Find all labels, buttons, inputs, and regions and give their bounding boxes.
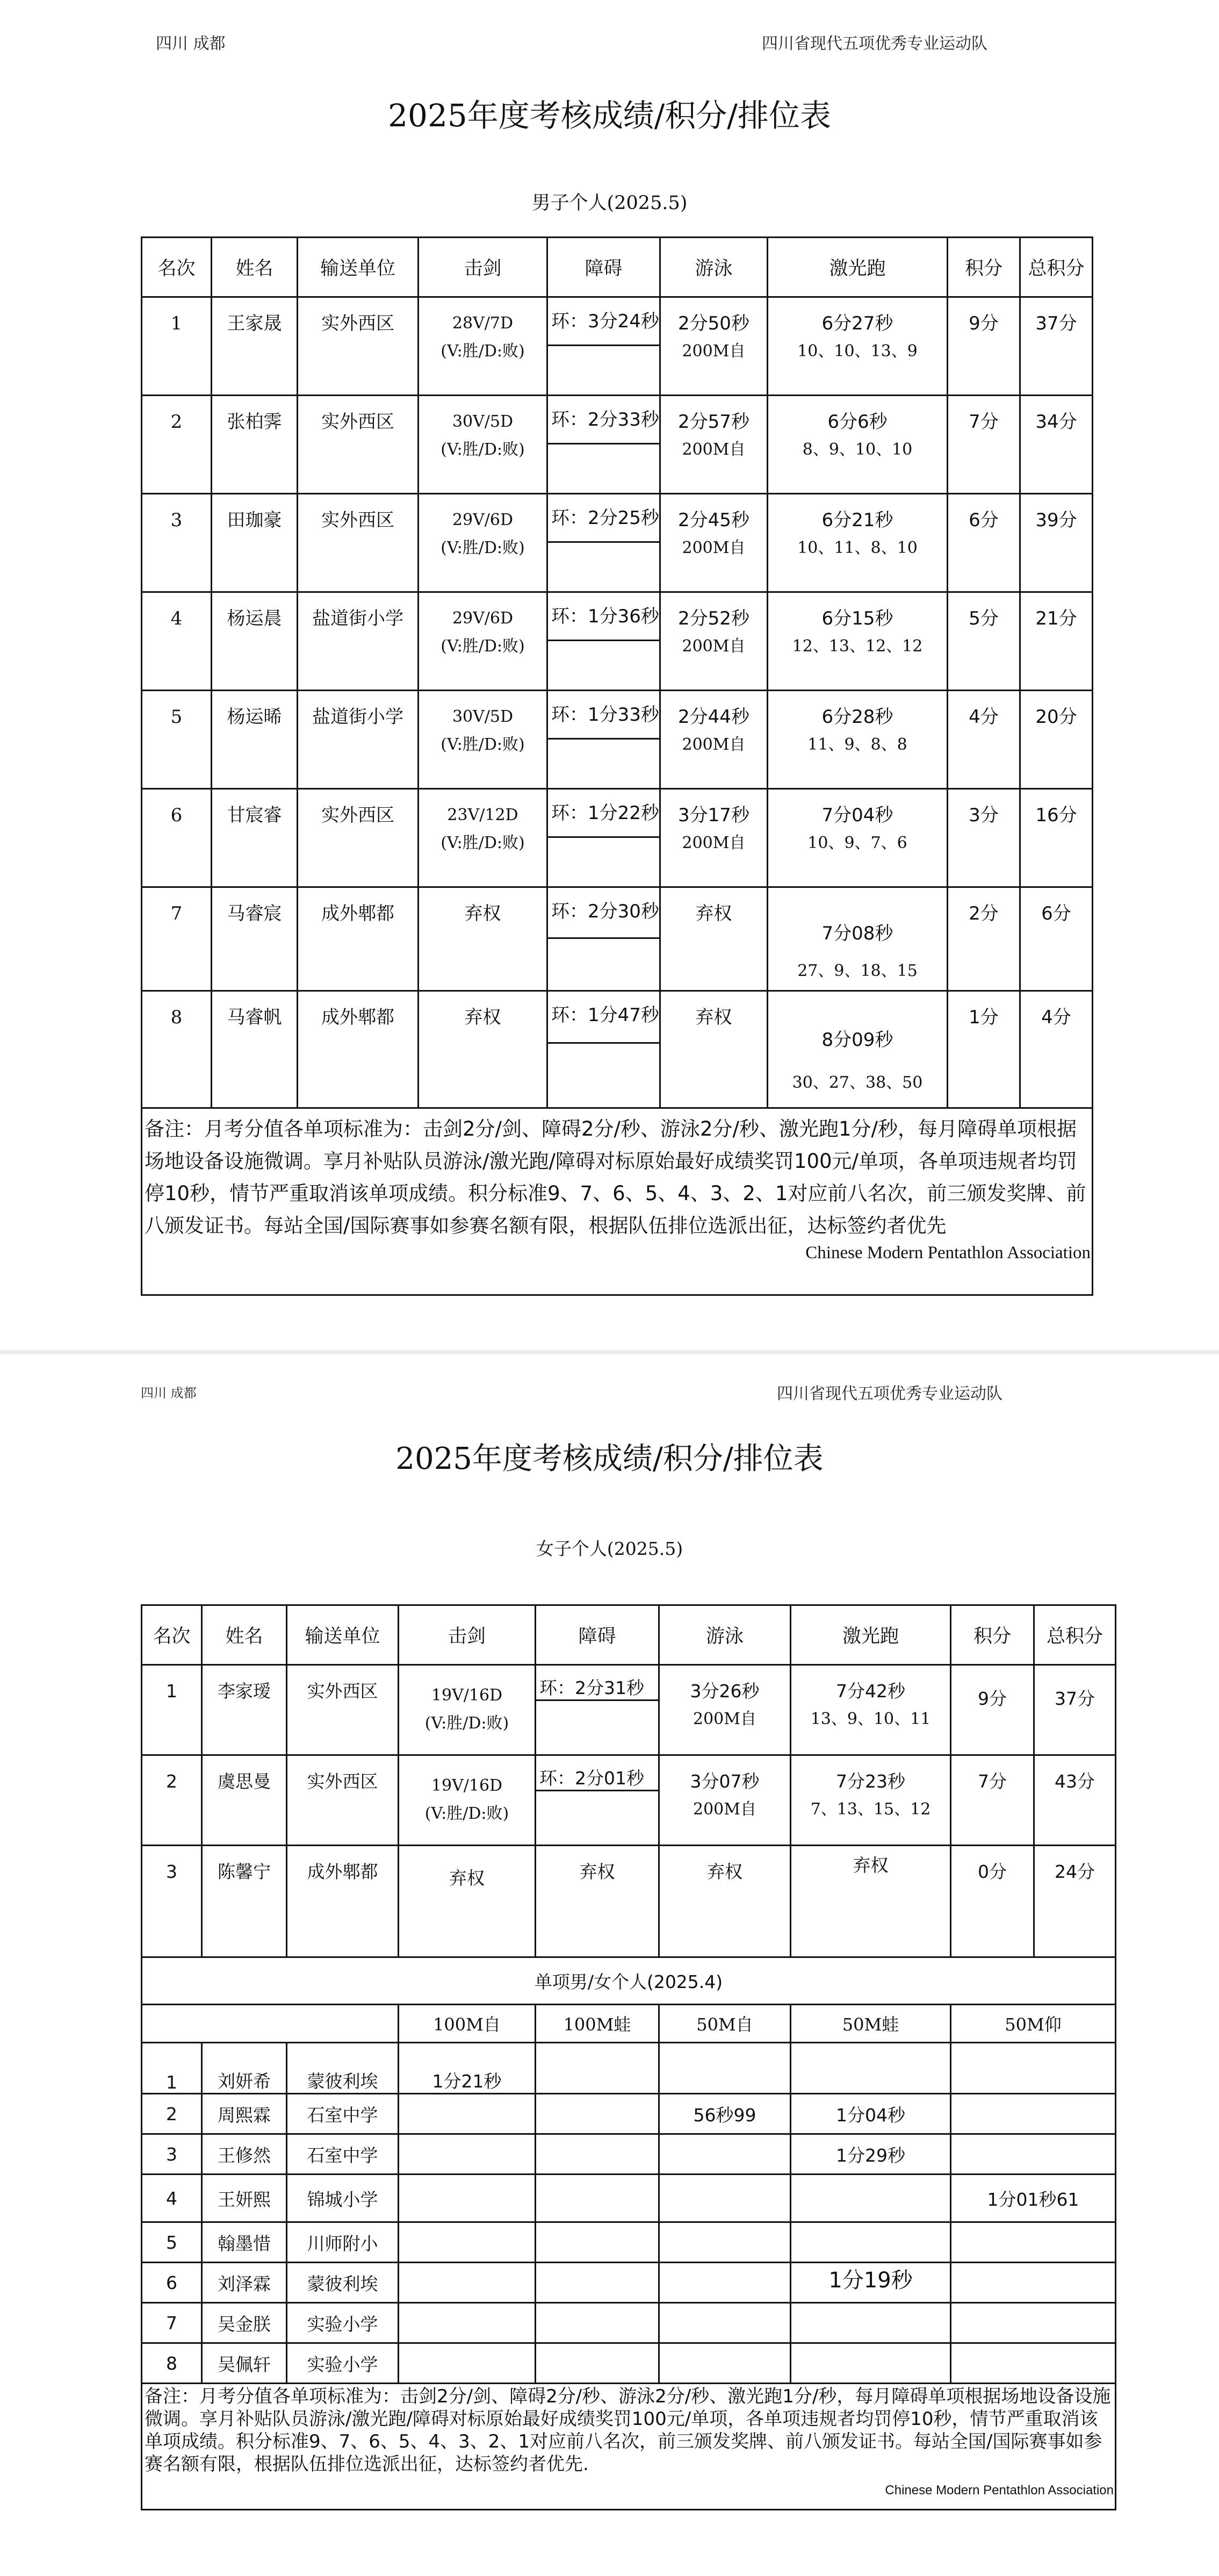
name-cell: 翰墨惜: [202, 2222, 287, 2263]
name-cell: 刘泽霖: [202, 2263, 287, 2303]
unit-cell: 川师附小: [287, 2222, 399, 2263]
association-signature: Chinese Modern Pentathlon Association: [805, 1243, 1091, 1262]
total-cell: 16分: [1035, 805, 1077, 826]
laser-time: 8分09秒: [821, 1029, 893, 1051]
obstacle-time: 环：2分01秒: [536, 1756, 658, 1791]
event-result: [399, 2263, 536, 2303]
name-cell: 王家晟: [227, 313, 282, 334]
unit-cell: 石室中学: [287, 2134, 399, 2175]
col-swim: 游泳: [660, 238, 768, 297]
col-rank: 名次: [142, 238, 212, 297]
laser-splits: 10、10、13、9: [797, 342, 918, 361]
unit-cell: 蒙彼利埃: [287, 2263, 399, 2303]
event-result: [951, 2222, 1116, 2263]
event-result: [536, 2263, 659, 2303]
obstacle-time: 弃权: [579, 1861, 615, 1882]
event-row: [142, 2134, 1116, 2175]
rank-cell: 1: [166, 1681, 177, 1702]
unit-cell: 盐道街小学: [312, 608, 403, 629]
total-cell: 20分: [1035, 706, 1077, 728]
fencing-record: 30V/5D: [452, 707, 514, 726]
points-cell: 1分: [969, 1007, 999, 1028]
table-row: [142, 691, 1093, 789]
swim-event: 200M自: [682, 539, 746, 557]
name-cell: 甘宸睿: [227, 805, 282, 826]
swim-event: 200M自: [682, 342, 746, 361]
points-cell: 5分: [969, 608, 999, 629]
event-col-50m-breast: 50M蛙: [791, 2005, 951, 2043]
event-result: [399, 2094, 536, 2134]
event-result: [536, 2303, 659, 2343]
swim-time: 弃权: [695, 1007, 732, 1028]
laser-splits: 13、9、10、11: [810, 1710, 931, 1728]
header-right: 四川省现代五项优秀专业运动队: [762, 34, 987, 53]
section-row: [142, 1957, 1116, 2005]
laser-time: 7分08秒: [821, 923, 893, 944]
event-result: [659, 2263, 791, 2303]
event-result: [536, 2175, 659, 2222]
event-result: [951, 2043, 1116, 2094]
swim-time: 2分44秒: [678, 706, 749, 728]
rank-cell: 2: [166, 1771, 177, 1792]
event-result: 56秒99: [659, 2094, 791, 2134]
table-row: [142, 887, 1093, 991]
event-row: [142, 2222, 1116, 2263]
swim-event: 200M自: [693, 1710, 756, 1728]
obstacle-time: 环：1分33秒: [548, 691, 659, 740]
laser-splits: 7、13、15、12: [810, 1800, 931, 1819]
points-cell: 0分: [978, 1861, 1007, 1882]
event-result: [536, 2134, 659, 2175]
unit-cell: 锦城小学: [287, 2175, 399, 2222]
event-result: [659, 2222, 791, 2263]
event-result: [399, 2222, 536, 2263]
fencing-record: 23V/12D: [447, 806, 518, 824]
points-cell: 9分: [969, 313, 999, 334]
event-result: [951, 2134, 1116, 2175]
name-cell: 张柏霁: [227, 411, 282, 433]
swim-event: 200M自: [682, 440, 746, 459]
fencing-record: 29V/6D: [452, 511, 514, 529]
col-unit: 输送单位: [287, 1605, 399, 1665]
obstacle-time: 环：1分47秒: [548, 992, 659, 1044]
rank-cell: 4: [142, 2175, 202, 2222]
rank-cell: 2: [142, 2094, 202, 2134]
col-obstacle: 障碍: [547, 238, 660, 297]
table-header-row: [142, 1605, 1116, 1665]
col-name: 姓名: [202, 1605, 287, 1665]
event-result: 1分04秒: [791, 2094, 951, 2134]
col-obstacle: 障碍: [536, 1605, 659, 1665]
swim-event: 200M自: [682, 834, 746, 852]
laser-time: 弃权: [853, 1855, 889, 1876]
rank-cell: 2: [170, 411, 183, 433]
event-result: [399, 2134, 536, 2175]
name-cell: 杨运晞: [227, 706, 282, 728]
col-total: 总积分: [1034, 1605, 1116, 1665]
table-row: [142, 991, 1093, 1108]
points-cell: 9分: [978, 1688, 1007, 1709]
table-subtitle: 女子个人(2025.5): [536, 1538, 683, 1559]
event-result: [791, 2043, 951, 2094]
col-points: 积分: [951, 1605, 1034, 1665]
total-cell: 24分: [1055, 1861, 1095, 1882]
col-total: 总积分: [1020, 238, 1093, 297]
swim-time: 弃权: [695, 903, 732, 924]
swim-time: 3分17秒: [678, 805, 749, 826]
points-cell: 7分: [969, 411, 999, 433]
event-result: [791, 2343, 951, 2384]
event-row: [142, 2175, 1116, 2222]
unit-cell: 实外西区: [321, 805, 394, 826]
laser-splits: 10、11、8、10: [797, 539, 918, 557]
event-result: [659, 2043, 791, 2094]
table-subtitle: 男子个人(2025.5): [531, 192, 688, 214]
rank-cell: 8: [170, 1007, 183, 1028]
notes-text: 备注：月考分值各单项标准为：击剑2分/剑、障碍2分/秒、游泳2分/秒、激光跑1分/秒，每月障碍单项根据场地设备设施微调。享月补贴队员游泳/激光跑/障碍对标原始最好成绩奖罚100元/单项，各单项违规者均罚停10秒，情节严重取消该单项成绩。积分标准9、7、6、5、4、3、2、1对应前八名次，前三颁发奖牌、前八颁发证书。每站全国/国际赛事如参赛名额有限，根据队伍排位选派出征，达标签约者优先: [145, 1117, 1086, 1237]
event-row: [142, 2303, 1116, 2343]
points-cell: 7分: [978, 1771, 1007, 1792]
page-title: 2025年度考核成绩/积分/排位表: [395, 1441, 824, 1476]
laser-splits: 12、13、12、12: [792, 637, 923, 656]
name-cell: 田珈豪: [227, 510, 282, 531]
unit-cell: 盐道街小学: [312, 706, 403, 728]
rank-cell: 1: [142, 2043, 202, 2094]
event-header-row: [142, 2005, 1116, 2043]
col-fencing: 击剑: [399, 1605, 536, 1665]
total-cell: 4分: [1041, 1007, 1071, 1028]
points-cell: 6分: [969, 510, 999, 531]
swim-time: 2分57秒: [678, 411, 749, 433]
fencing-legend: (V:胜/D:败): [441, 440, 525, 459]
table-row: [142, 592, 1093, 691]
table-row: [142, 1846, 1116, 1957]
notes-row: [142, 2384, 1116, 2510]
fencing-legend: (V:胜/D:败): [441, 735, 525, 754]
event-result: [399, 2303, 536, 2343]
event-result: 1分21秒: [399, 2043, 536, 2094]
laser-time: 6分6秒: [827, 411, 888, 433]
obstacle-time: 环：1分36秒: [548, 593, 659, 641]
unit-cell: 石室中学: [287, 2094, 399, 2134]
fencing-legend: (V:胜/D:败): [424, 1714, 509, 1733]
event-row: [142, 2343, 1116, 2384]
unit-cell: 实外西区: [321, 411, 394, 433]
col-rank: 名次: [142, 1605, 202, 1665]
rank-cell: 6: [170, 805, 183, 826]
name-cell: 马睿帆: [227, 1007, 282, 1028]
unit-cell: 成外郫都: [321, 903, 394, 924]
name-cell: 吴金朕: [202, 2303, 287, 2343]
total-cell: 34分: [1035, 411, 1077, 433]
fencing-record: 30V/5D: [452, 412, 514, 431]
event-result: [951, 2263, 1116, 2303]
total-cell: 43分: [1055, 1771, 1095, 1792]
unit-cell: 实外西区: [307, 1681, 378, 1702]
event-col-50m-free: 50M自: [659, 2005, 791, 2043]
table-row: [142, 1755, 1116, 1846]
event-row: [142, 2043, 1116, 2094]
laser-splits: 10、9、7、6: [807, 834, 907, 852]
name-cell: 吴佩轩: [202, 2343, 287, 2384]
obstacle-time: 环：2分31秒: [536, 1666, 658, 1701]
col-fencing: 击剑: [419, 238, 547, 297]
laser-splits: 27、9、18、15: [797, 961, 918, 980]
points-cell: 2分: [969, 903, 999, 924]
fencing-legend: (V:胜/D:败): [441, 637, 525, 656]
swim-time: 2分45秒: [678, 510, 749, 531]
swim-time: 弃权: [707, 1861, 742, 1882]
table-row: [142, 1665, 1116, 1755]
swim-time: 2分50秒: [678, 313, 749, 334]
rank-cell: 5: [170, 706, 183, 728]
table-row: [142, 789, 1093, 887]
points-cell: 3分: [969, 805, 999, 826]
event-result: [536, 2222, 659, 2263]
event-result: [659, 2175, 791, 2222]
event-col-50m-back: 50M仰: [951, 2005, 1116, 2043]
table-row: [142, 396, 1093, 494]
name-cell: 王修然: [202, 2134, 287, 2175]
swim-time: 3分07秒: [690, 1771, 760, 1792]
laser-splits: 8、9、10、10: [802, 440, 913, 459]
name-cell: 王妍熙: [202, 2175, 287, 2222]
rank-cell: 1: [170, 313, 183, 334]
event-result: [659, 2343, 791, 2384]
swim-event: 200M自: [682, 735, 746, 754]
event-col-100m-free: 100M自: [399, 2005, 536, 2043]
fencing-legend: (V:胜/D:败): [424, 1804, 509, 1823]
rank-cell: 3: [166, 1861, 177, 1882]
page-title: 2025年度考核成绩/积分/排位表: [388, 97, 831, 134]
col-name: 姓名: [212, 238, 298, 297]
section-title: 单项男/女个人(2025.4): [142, 1957, 1116, 2005]
event-result: [536, 2043, 659, 2094]
rank-cell: 5: [142, 2222, 202, 2263]
name-cell: 杨运晨: [227, 608, 282, 629]
unit-cell: 实外西区: [307, 1771, 378, 1792]
total-cell: 37分: [1035, 313, 1077, 334]
swim-event: 200M自: [682, 637, 746, 656]
obstacle-time: 环：2分25秒: [548, 494, 659, 543]
table-row: [142, 494, 1093, 592]
name-cell: 陈馨宁: [218, 1861, 271, 1882]
men-results-table: [141, 236, 1093, 1296]
table-row: [142, 297, 1093, 396]
obstacle-time: 环：3分24秒: [548, 298, 659, 346]
col-unit: 输送单位: [298, 238, 419, 297]
notes-text: 备注：月考分值各单项标准为：击剑2分/剑、障碍2分/秒、游泳2分/秒、激光跑1分/秒，每月障碍单项根据场地设备设施微调。享月补贴队员游泳/激光跑/障碍对标原始最好成绩奖罚100元/单项，各单项违规者均罚停10秒，情节严重取消该单项成绩。积分标准9、7、6、5、4、3、2、1对应前八名次，前三颁发奖牌、前八颁发证书。每站全国/国际赛事如参赛名额有限，根据队伍排位选派出征，达标签约者优先.: [145, 2386, 1111, 2475]
header-left: 四川 成都: [141, 1386, 197, 1401]
fencing-legend: (V:胜/D:败): [441, 539, 525, 557]
laser-time: 7分04秒: [821, 805, 893, 826]
unit-cell: 实验小学: [287, 2343, 399, 2384]
fencing-record: 弃权: [449, 1868, 485, 1889]
event-result: [659, 2134, 791, 2175]
name-cell: 刘妍希: [202, 2043, 287, 2094]
event-result: 1分19秒: [791, 2263, 951, 2303]
fencing-record: 19V/16D: [431, 1686, 503, 1705]
laser-splits: 30、27、38、50: [792, 1073, 923, 1092]
rank-cell: 3: [170, 510, 183, 531]
fencing-record: 弃权: [464, 1007, 501, 1028]
event-result: [791, 2303, 951, 2343]
event-result: 1分01秒61: [951, 2175, 1116, 2222]
laser-time: 6分28秒: [821, 706, 893, 728]
event-result: [399, 2343, 536, 2384]
fencing-record: 28V/7D: [452, 314, 514, 333]
header-right: 四川省现代五项优秀专业运动队: [777, 1384, 1002, 1403]
fencing-record: 19V/16D: [431, 1776, 503, 1795]
notes-row: [142, 1108, 1093, 1295]
event-result: [536, 2343, 659, 2384]
unit-cell: 成外郫都: [307, 1861, 378, 1882]
event-result: [399, 2175, 536, 2222]
laser-time: 6分21秒: [821, 510, 893, 531]
event-result: [659, 2303, 791, 2343]
laser-time: 7分42秒: [836, 1681, 905, 1702]
swim-event: 200M自: [693, 1800, 756, 1819]
obstacle-time: 环：2分30秒: [548, 888, 659, 939]
col-laser-run: 激光跑: [768, 238, 948, 297]
total-cell: 39分: [1035, 510, 1077, 531]
name-cell: 马睿宸: [227, 903, 282, 924]
laser-time: 6分27秒: [821, 313, 893, 334]
unit-cell: 蒙彼利埃: [287, 2043, 399, 2094]
fencing-legend: (V:胜/D:败): [441, 834, 525, 852]
event-result: 1分29秒: [791, 2134, 951, 2175]
event-col-100m-breast: 100M蛙: [536, 2005, 659, 2043]
name-cell: 虞思曼: [218, 1771, 271, 1792]
association-signature: Chinese Modern Pentathlon Association: [885, 2483, 1114, 2498]
col-swim: 游泳: [659, 1605, 791, 1665]
event-result: [536, 2094, 659, 2134]
name-cell: 周熙霖: [202, 2094, 287, 2134]
rank-cell: 7: [170, 903, 183, 924]
laser-splits: 11、9、8、8: [807, 735, 907, 754]
rank-cell: 4: [170, 608, 183, 629]
event-row: [142, 2094, 1116, 2134]
obstacle-time: 环：2分33秒: [548, 396, 659, 444]
laser-time: 7分23秒: [836, 1771, 905, 1792]
unit-cell: 实验小学: [287, 2303, 399, 2343]
unit-cell: 实外西区: [321, 313, 394, 334]
fencing-record: 29V/6D: [452, 609, 514, 628]
fencing-legend: (V:胜/D:败): [441, 342, 525, 361]
rank-cell: 3: [142, 2134, 202, 2175]
table-header-row: [142, 238, 1093, 297]
rank-cell: 8: [142, 2343, 202, 2384]
total-cell: 21分: [1035, 608, 1077, 629]
col-points: 积分: [948, 238, 1020, 297]
header-left: 四川 成都: [156, 34, 226, 53]
total-cell: 37分: [1055, 1688, 1095, 1709]
fencing-record: 弃权: [464, 903, 501, 924]
obstacle-time: 环：1分22秒: [548, 790, 659, 838]
event-result: [791, 2222, 951, 2263]
women-results-table: [141, 1604, 1116, 2510]
unit-cell: 成外郫都: [321, 1007, 394, 1028]
points-cell: 4分: [969, 706, 999, 728]
total-cell: 6分: [1041, 903, 1071, 924]
rank-cell: 7: [142, 2303, 202, 2343]
event-result: [951, 2303, 1116, 2343]
swim-time: 3分26秒: [690, 1681, 760, 1702]
laser-time: 6分15秒: [821, 608, 893, 629]
swim-time: 2分52秒: [678, 608, 749, 629]
event-result: [791, 2175, 951, 2222]
event-result: [951, 2094, 1116, 2134]
name-cell: 李家瑷: [218, 1681, 271, 1702]
event-row: [142, 2263, 1116, 2303]
rank-cell: 6: [142, 2263, 202, 2303]
unit-cell: 实外西区: [321, 510, 394, 531]
event-result: [951, 2343, 1116, 2384]
col-laser-run: 激光跑: [791, 1605, 951, 1665]
